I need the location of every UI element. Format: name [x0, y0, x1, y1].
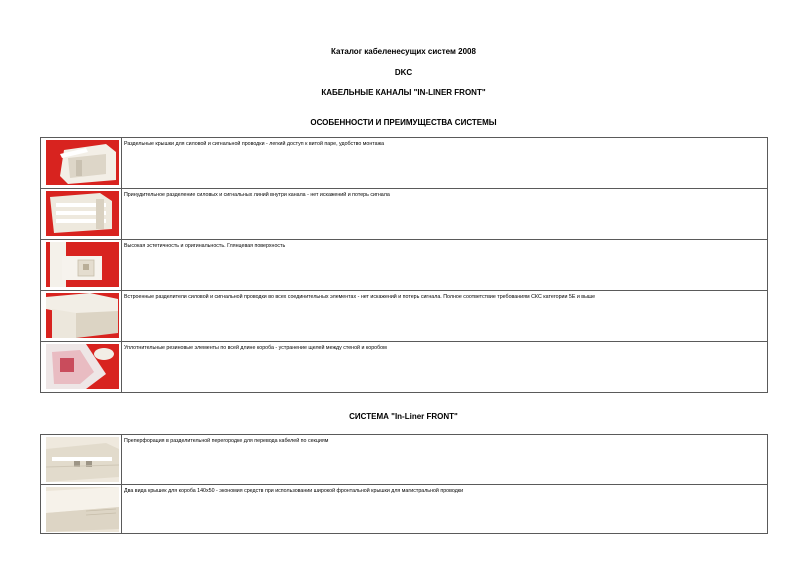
feature-text: Высокая эстетичность и оригинальность. Глянцевая поверхность: [122, 240, 768, 291]
table-row: [41, 138, 768, 189]
feature-text: Раздельные крышки для силовой и сигнальной проводки - легкий доступ к витой паре, удобство монтажа: [122, 138, 768, 189]
table-row: [41, 240, 768, 291]
table-row: [41, 342, 768, 393]
brand-title: DKC: [394, 68, 413, 77]
feature-text: Уплотнительные резиновые элементы по всей длине короба - устранение щелей между стеной и коробом: [122, 342, 768, 393]
feature-text: Принудительное разделение силовых и сигнальных линий внутри канала - нет искажений и потерь сигнала: [122, 189, 768, 240]
glossy-channel-with-socket-photo: [46, 242, 119, 287]
features-table: [40, 137, 768, 393]
open-cable-channel-photo: [46, 140, 119, 185]
corner-connector-photo: [46, 293, 119, 338]
rubber-seal-profile-photo: [46, 344, 119, 389]
product-title: КАБЕЛЬНЫЕ КАНАЛЫ "IN-LINER FRONT": [321, 88, 486, 97]
catalog-title: Каталог кабеленесущих систем 2008: [331, 47, 476, 56]
system-table: [40, 434, 768, 534]
feature-text: Встроенные разделители силовой и сигнальной проводки во всех соединительных элементах - нет искажений и потерь сигнала. Полное соответствие требованиям СКС категории 5Е и выше: [122, 291, 768, 342]
channel-separators-photo: [46, 191, 119, 236]
table-row: [41, 291, 768, 342]
wide-front-cover-photo: [46, 487, 119, 532]
table-row: [41, 435, 768, 485]
perforated-partition-photo: [46, 437, 119, 482]
system-text: Преперфорация в разделительной перегородке для перевода кабелей по секциям: [122, 435, 768, 485]
section-features-title: ОСОБЕННОСТИ И ПРЕИМУЩЕСТВА СИСТЕМЫ: [310, 118, 497, 127]
system-text: Два вида крышек для короба 140х50 - экономия средств при использовании широкой фронтальной крышки для магистральной проводки: [122, 485, 768, 534]
table-row: [41, 485, 768, 534]
section-system-title: СИСТЕМА "In-Liner FRONT": [349, 412, 458, 421]
table-row: [41, 189, 768, 240]
